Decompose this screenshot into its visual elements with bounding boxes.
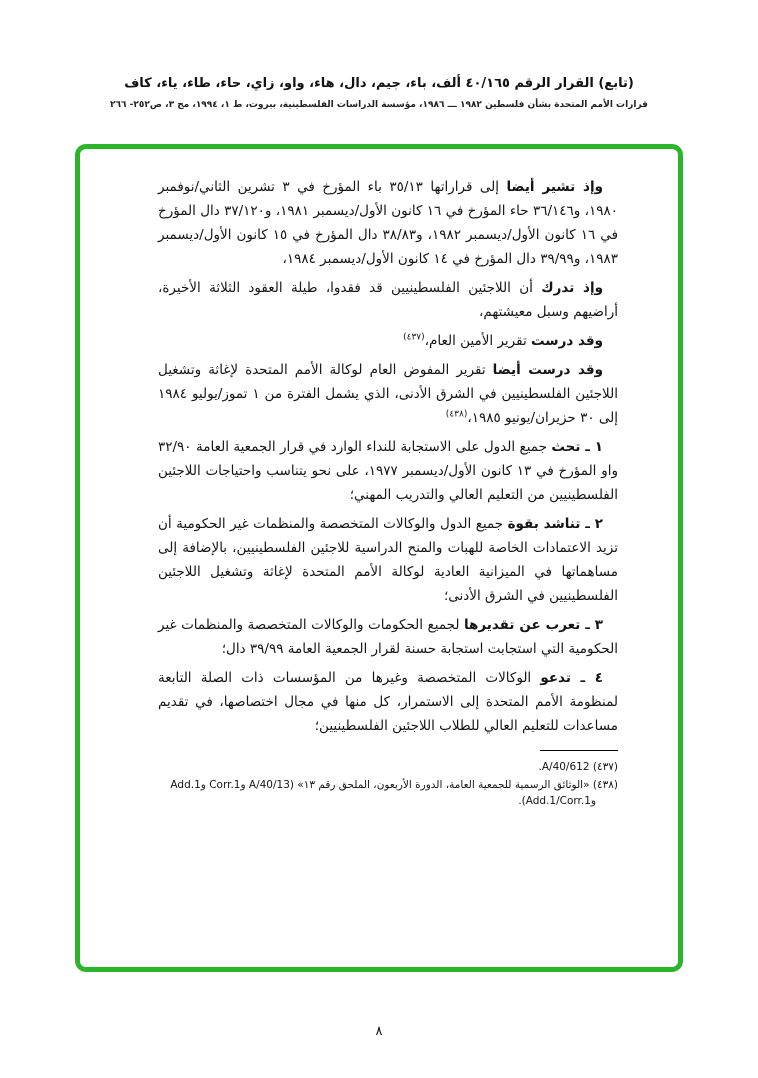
paragraph-lead: وإذ تشير أيضا	[506, 179, 603, 195]
paragraph-lead: ٣ ـ تعرب عن تقديرها	[463, 617, 603, 633]
footnote-text: A/40/612.	[538, 761, 590, 773]
paragraph-text: جميع الدول والوكالات المتخصصة والمنظمات غير الحكومية أن تزيد الاعتمادات الخاصة للهبات والمنح الدراسية للاجئين الفلسطينيين، بالإضافة إلى مساهماتها في الميزانية العادية لوكالة الأمم المتحدة لإغاثة وتشغيل اللاجئين الفلسطينيين في الشرق الأدنى؛	[158, 516, 618, 604]
resolution-paragraph-2	[158, 276, 618, 324]
footnote-label: (٤٣٨)	[592, 779, 618, 791]
paragraph-text: أن اللاجئين الفلسطينيين قد فقدوا، طيلة العقود الثلاثة الأخيرة، أراضيهم وسبل معيشتهم،	[158, 280, 618, 320]
paragraph-lead: ١ ـ تحث	[551, 439, 603, 455]
footnote-ref-437: (٤٣٧)	[403, 332, 425, 343]
footnote-text: «الوثائق الرسمية للجمعية العامة، الدورة الأربعون، الملحق رقم ١٣» (A/40/13 وCorr.1 وAdd.1 وAdd.1/Corr.1).	[170, 779, 596, 807]
paragraph-text: إلى قراراتها ٣٥/١٣ باء المؤرخ في ٣ تشرين الثاني/نوفمبر ١٩٨٠، و٣٦/١٤٦ حاء المؤرخ في ١٦ كانون الأول/ديسمبر ١٩٨١، و٣٧/١٢٠ دال المؤرخ في ١٦ كانون الأول/ديسمبر ١٩٨٢، و٣٨/٨٣ دال المؤرخ في ١٥ كانون الأول/ديسمبر ١٩٨٣، و٣٩/٩٩ دال المؤرخ في ١٤ كانون الأول/ديسمبر ١٩٨٤،	[158, 179, 619, 267]
resolution-body	[158, 175, 618, 738]
paragraph-lead: وقد درست أيضا	[492, 362, 603, 378]
resolution-paragraph-8	[158, 666, 618, 738]
paragraph-lead: وإذ تدرك	[541, 280, 603, 296]
paragraph-text: الوكالات المتخصصة وغيرها من المؤسسات ذات الصلة التابعة لمنظومة الأمم المتحدة إلى الاستمرار، كل منها في مجال اختصاصها، في تقديم مساعدات للتعليم العالي للطلاب اللاجئين الفلسطينيين؛	[158, 670, 618, 734]
resolution-paragraph-3	[158, 329, 618, 353]
paragraph-lead: ٤ ـ تدعو	[540, 670, 603, 686]
document-source-line: قرارات الأمم المتحدة بشأن فلسطين ١٩٨٢ ـــ ١٩٨٦، مؤسسة الدراسات الفلسطينية، بيروت، ط ١، ١٩٩٤، مج ٣، ص٢٥٢- ٢٦٦	[110, 100, 648, 110]
content-frame	[75, 144, 683, 972]
footnotes-section	[158, 750, 618, 809]
footnote-ref-438: (٤٣٨)	[445, 409, 468, 420]
resolution-paragraph-1	[158, 175, 618, 271]
footnote-label: (٤٣٧)	[592, 761, 618, 773]
content-area	[80, 149, 678, 809]
paragraph-lead: ٢ ـ تناشد بقوة	[507, 516, 603, 532]
paragraph-text: جميع الدول على الاستجابة للنداء الوارد في قرار الجمعية العامة ٣٢/٩٠ واو المؤرخ في ١٣ كانون الأول/ديسمبر ١٩٧٧، على نحو يتناسب واحتياجات اللاجئين الفلسطينيين من التعليم العالي والتدريب المهني؛	[158, 439, 618, 503]
footnote-divider	[540, 750, 618, 751]
paragraph-text: تقرير المفوض العام لوكالة الأمم المتحدة لإغاثة وتشغيل اللاجئين الفلسطينيين في الشرق الأدنى، الذي يشمل الفترة من ١ تموز/يوليو ١٩٨٤ إلى ٣٠ حزيران/يونيو ١٩٨٥،	[158, 362, 618, 426]
resolution-paragraph-6	[158, 512, 618, 608]
resolution-paragraph-7	[158, 613, 618, 661]
document-title: (تابع) القرار الرقم ٤٠/١٦٥ ألف، باء، جيم، دال، هاء، واو، زاي، حاء، طاء، ياء، كاف	[124, 76, 634, 91]
footnote-438	[158, 777, 618, 809]
resolution-paragraph-5	[158, 435, 618, 507]
page-header	[0, 76, 758, 110]
paragraph-text: لجميع الحكومات والوكالات المتخصصة والمنظمات غير الحكومية التي استجابت استجابة حسنة لقرار الجمعية العامة ٣٩/٩٩ دال؛	[158, 617, 618, 657]
resolution-paragraph-4	[158, 358, 618, 430]
page-number: ٨	[375, 1024, 383, 1039]
paragraph-text: تقرير الأمين العام،	[424, 333, 531, 349]
paragraph-lead: وقد درست	[531, 333, 603, 349]
footnote-437	[158, 759, 618, 775]
